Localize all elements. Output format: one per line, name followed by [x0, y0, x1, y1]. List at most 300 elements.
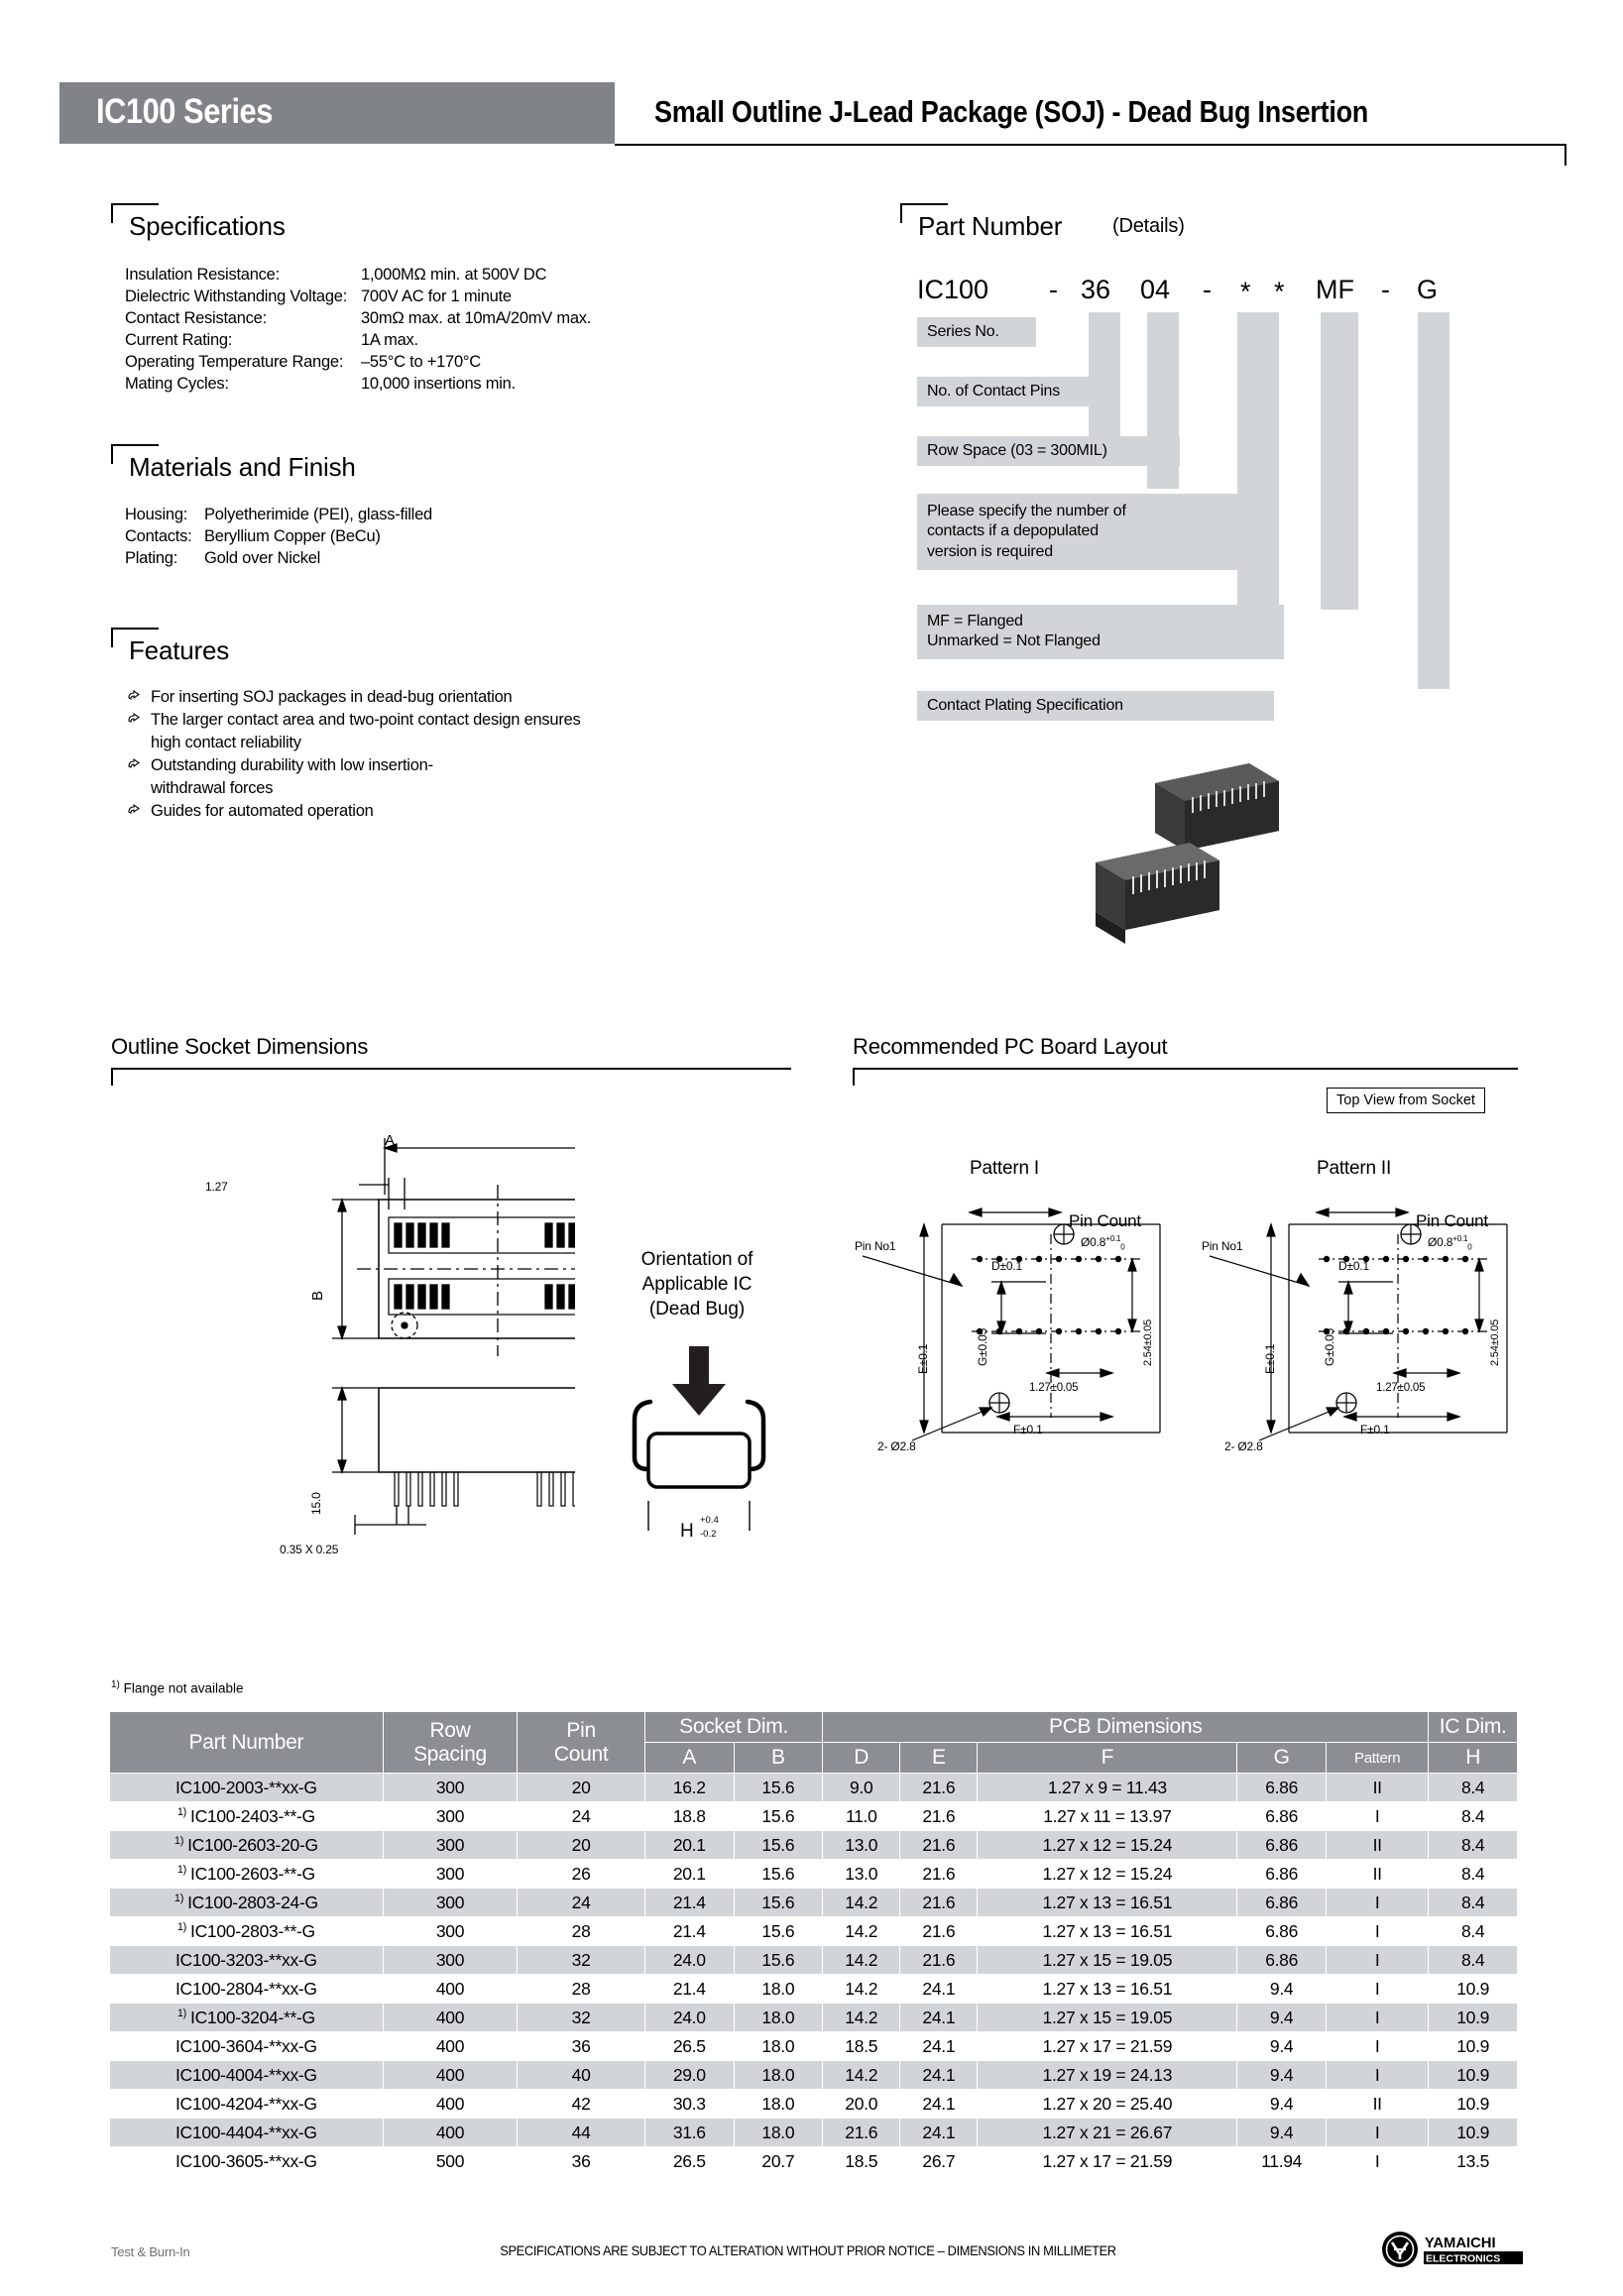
feature-text: withdrawal forces: [151, 779, 274, 797]
dim-label-h: H: [680, 1521, 694, 1542]
feature-text: high contact reliability: [151, 734, 301, 751]
cell-pattern: I: [1326, 2004, 1428, 2032]
feature-text: Guides for automated operation: [151, 802, 374, 820]
pattern-1-label: Pattern I: [970, 1158, 1040, 1179]
spec-value: 1,000MΩ min. at 500V DC: [361, 266, 547, 284]
cell-part-number: $^{1)}$ IC100-2603-**-G: [110, 1860, 384, 1889]
cell-h: 10.9: [1429, 2119, 1518, 2147]
cell-b: 18.0: [734, 2090, 823, 2119]
hole-tol-plus: +0.1: [1452, 1234, 1468, 1243]
spec-label: Contact Resistance:: [125, 309, 267, 327]
table-row: [110, 1917, 1518, 1946]
table-row: [110, 1860, 1518, 1889]
th-pcb-dim: PCB Dimensions: [823, 1712, 1429, 1743]
spec-value: 30mΩ max. at 10mA/20mV max.: [361, 309, 592, 327]
th-f: F: [978, 1743, 1237, 1774]
table-body: [110, 1774, 1518, 2176]
cell-d: 13.0: [823, 1860, 900, 1889]
outline-title: Outline Socket Dimensions: [111, 1034, 369, 1059]
orientation-label: [603, 1247, 791, 1321]
pattern-1-dim-holes: 2- Ø2.8: [877, 1439, 916, 1453]
th-g: G: [1237, 1743, 1327, 1774]
pn-dash-2: -: [1203, 275, 1212, 304]
hole-tol-minus: 0: [1467, 1242, 1472, 1252]
cell-footnote-marker: 1): [176, 2007, 187, 2019]
pn-stem-stars: [1237, 312, 1279, 630]
footnote-marker: 1): [111, 1679, 120, 1690]
cell-a: 26.5: [644, 2032, 734, 2061]
table-row: [110, 1975, 1518, 2004]
pn-dash-1: -: [1049, 275, 1058, 304]
cell-row-spacing: 300: [383, 1774, 518, 1802]
cell-pattern: I: [1326, 1946, 1428, 1975]
orientation-line3: (Dead Bug): [648, 1299, 746, 1320]
cell-b: 18.0: [734, 2119, 823, 2147]
cell-f: 1.27 x 21 = 26.67: [978, 2119, 1237, 2147]
table-row: [110, 2061, 1518, 2090]
material-label: Plating:: [125, 549, 178, 567]
cell-part-number: IC100-3605-**xx-G: [110, 2147, 384, 2176]
cell-row-spacing: 400: [383, 1975, 518, 2004]
material-value: Beryllium Copper (BeCu): [204, 527, 381, 545]
cell-part-number: IC100-2804-**xx-G: [110, 1975, 384, 2004]
orientation-line1: Orientation of: [640, 1249, 754, 1270]
cell-h: 8.4: [1429, 1774, 1518, 1802]
feature-text: For inserting SOJ packages in dead-bug orientation: [151, 688, 513, 706]
cell-a: 20.1: [644, 1831, 734, 1860]
feature-text: The larger contact area and two-point contact design ensures: [151, 711, 581, 729]
cell-pin-count: 20: [518, 1774, 645, 1802]
pattern-2-dim-e: E±0.1: [1263, 1343, 1277, 1374]
cell-g: 9.4: [1237, 2090, 1327, 2119]
cell-part-number: IC100-4204-**xx-G: [110, 2090, 384, 2119]
header-rule: [615, 144, 1566, 146]
th-h: H: [1429, 1743, 1518, 1774]
cell-e: 24.1: [900, 2032, 978, 2061]
dim-label-h-tol-minus: -0.2: [700, 1529, 717, 1540]
arrow-bullet-icon: [127, 689, 143, 705]
pattern-2-dim-127: 1.27±0.05: [1376, 1382, 1426, 1394]
pn-callout-depopulated-line2: contacts if a depopulated: [927, 522, 1099, 540]
pattern-1-dim-d: D±0.1: [991, 1259, 1022, 1273]
spec-value: 700V AC for 1 minute: [361, 287, 512, 305]
cell-f: 1.27 x 13 = 16.51: [978, 1975, 1237, 2004]
th-pattern: Pattern: [1326, 1743, 1428, 1774]
cell-d: 21.6: [823, 2119, 900, 2147]
cell-g: 9.4: [1237, 1975, 1327, 2004]
pattern-2-dim-d: D±0.1: [1338, 1259, 1369, 1273]
spec-label: Dielectric Withstanding Voltage:: [125, 287, 348, 305]
cell-footnote-marker: 1): [174, 1834, 184, 1847]
pn-row-space: 04: [1140, 275, 1171, 304]
pn-star-1: *: [1240, 277, 1251, 306]
cell-a: 24.0: [644, 1946, 734, 1975]
pn-callout-flange: [917, 605, 1284, 659]
cell-e: 21.6: [900, 1946, 978, 1975]
outline-underline: [111, 1068, 791, 1070]
cell-g: 9.4: [1237, 2061, 1327, 2090]
spec-label: Current Rating:: [125, 331, 233, 349]
bracket-vertical: [111, 628, 113, 647]
cell-g: 9.4: [1237, 2119, 1327, 2147]
cell-row-spacing: 500: [383, 2147, 518, 2176]
cell-a: 29.0: [644, 2061, 734, 2090]
bracket-horizontal: [900, 203, 948, 205]
pn-callout-plating: Contact Plating Specification: [917, 691, 1274, 721]
pcb-section-title: [853, 1034, 1167, 1060]
cell-a: 31.6: [644, 2119, 734, 2147]
footer-left-text: Test & Burn-In: [111, 2244, 190, 2259]
cell-part-number: IC100-4404-**xx-G: [110, 2119, 384, 2147]
table-row: [110, 1831, 1518, 1860]
th-part-number: Part Number: [110, 1712, 384, 1774]
pn-callout-series: Series No.: [917, 317, 1036, 347]
th-row-spacing-line2: Spacing: [413, 1742, 487, 1766]
page-header: [0, 82, 1623, 144]
spec-label: Operating Temperature Range:: [125, 353, 344, 371]
yamaichi-logo: [1380, 2231, 1525, 2268]
cell-h: 10.9: [1429, 2061, 1518, 2090]
pattern-1-dim-g: G±0.05: [976, 1327, 989, 1366]
cell-g: 6.86: [1237, 1889, 1327, 1917]
bracket-vertical: [900, 203, 902, 223]
cell-part-number: $^{1)}$ IC100-2803-**-G: [110, 1917, 384, 1946]
dim-label-15-0: 15.0: [309, 1492, 323, 1515]
cell-g: 6.86: [1237, 1831, 1327, 1860]
cell-e: 26.7: [900, 2147, 978, 2176]
cell-pin-count: 28: [518, 1975, 645, 2004]
pn-stem-plating: [1418, 312, 1449, 689]
pattern-2-label: Pattern II: [1317, 1158, 1392, 1179]
cell-footnote-marker: 1): [176, 1805, 187, 1818]
cell-h: 8.4: [1429, 1946, 1518, 1975]
cell-d: 13.0: [823, 1831, 900, 1860]
arrow-bullet-icon: [127, 712, 143, 728]
cell-part-number: $^{1)}$ IC100-2603-20-G: [110, 1831, 384, 1860]
bracket-horizontal: [111, 444, 159, 446]
cell-row-spacing: 300: [383, 1860, 518, 1889]
cell-d: 18.5: [823, 2147, 900, 2176]
cell-a: 21.4: [644, 1975, 734, 2004]
pattern-2-drawing: [1200, 1205, 1557, 1502]
cell-e: 24.1: [900, 2061, 978, 2090]
cell-footnote-marker: 1): [176, 1863, 187, 1876]
th-d: D: [823, 1743, 900, 1774]
pattern-1-dim-f: F±0.1: [1013, 1423, 1043, 1436]
pn-callout-depopulated-line1: Please specify the number of: [927, 503, 1126, 519]
cell-e: 21.6: [900, 1831, 978, 1860]
cell-pattern: I: [1326, 1889, 1428, 1917]
th-row-spacing: [383, 1712, 518, 1774]
cell-row-spacing: 400: [383, 2061, 518, 2090]
footnote-text: Flange not available: [123, 1680, 244, 1696]
cell-d: 14.2: [823, 1975, 900, 2004]
cell-part-number: IC100-3604-**xx-G: [110, 2032, 384, 2061]
cell-row-spacing: 400: [383, 2004, 518, 2032]
cell-d: 14.2: [823, 1946, 900, 1975]
part-number-title: Part Number: [918, 211, 1063, 241]
cell-part-number: IC100-2003-**xx-G: [110, 1774, 384, 1802]
spec-value: 10,000 insertions min.: [361, 375, 516, 393]
hole-tol-minus: 0: [1120, 1242, 1125, 1252]
cell-pattern: II: [1326, 1860, 1428, 1889]
cell-f: 1.27 x 17 = 21.59: [978, 2147, 1237, 2176]
pn-series: IC100: [917, 275, 989, 304]
cell-d: 18.5: [823, 2032, 900, 2061]
cell-row-spacing: 300: [383, 1917, 518, 1946]
cell-pin-count: 40: [518, 2061, 645, 2090]
cell-b: 15.6: [734, 1889, 823, 1917]
cell-d: 14.2: [823, 2061, 900, 2090]
cell-pattern: I: [1326, 1802, 1428, 1831]
pn-plating: G: [1417, 275, 1439, 304]
material-value: Polyetherimide (PEI), glass-filled: [204, 506, 432, 523]
cell-h: 13.5: [1429, 2147, 1518, 2176]
cell-pin-count: 24: [518, 1802, 645, 1831]
pattern-2-dim-254: 2.54±0.05: [1489, 1319, 1501, 1366]
pattern-2-pin-count: Pin Count: [1416, 1211, 1488, 1230]
th-socket-dim: Socket Dim.: [644, 1712, 822, 1743]
dimension-table: [109, 1711, 1518, 2176]
material-label: Contacts:: [125, 527, 192, 545]
cell-pattern: II: [1326, 1831, 1428, 1860]
cell-f: 1.27 x 13 = 16.51: [978, 1917, 1237, 1946]
cell-e: 24.1: [900, 1975, 978, 2004]
pattern-1-dim-254: 2.54±0.05: [1142, 1319, 1154, 1366]
cell-part-number: IC100-4004-**xx-G: [110, 2061, 384, 2090]
cell-b: 18.0: [734, 2004, 823, 2032]
th-a: A: [644, 1743, 734, 1774]
cell-f: 1.27 x 15 = 19.05: [978, 2004, 1237, 2032]
cell-g: 11.94: [1237, 2147, 1327, 2176]
cell-e: 21.6: [900, 1889, 978, 1917]
cell-pin-count: 26: [518, 1860, 645, 1889]
cell-a: 21.4: [644, 1917, 734, 1946]
pn-callout-pins: No. of Contact Pins: [917, 377, 1120, 406]
cell-h: 8.4: [1429, 1802, 1518, 1831]
cell-b: 20.7: [734, 2147, 823, 2176]
cell-b: 15.6: [734, 1831, 823, 1860]
cell-b: 18.0: [734, 1975, 823, 2004]
cell-d: 9.0: [823, 1774, 900, 1802]
cell-a: 24.0: [644, 2004, 734, 2032]
bracket-horizontal: [111, 628, 159, 630]
th-b: B: [734, 1743, 823, 1774]
cell-b: 18.0: [734, 2032, 823, 2061]
cell-pattern: I: [1326, 2032, 1428, 2061]
bracket-vertical: [111, 444, 113, 464]
cell-h: 10.9: [1429, 2004, 1518, 2032]
materials-title: Materials and Finish: [129, 452, 356, 482]
cell-part-number: $^{1)}$ IC100-3204-**-G: [110, 2004, 384, 2032]
cell-a: 21.4: [644, 1889, 734, 1917]
pn-callout-flange-line1: MF = Flanged: [927, 613, 1023, 630]
cell-pattern: I: [1326, 1975, 1428, 2004]
cell-e: 24.1: [900, 2004, 978, 2032]
cell-h: 10.9: [1429, 2032, 1518, 2061]
cell-pin-count: 36: [518, 2032, 645, 2061]
cell-b: 15.6: [734, 1946, 823, 1975]
cell-a: 30.3: [644, 2090, 734, 2119]
outline-underline-tick: [111, 1068, 113, 1086]
cell-a: 26.5: [644, 2147, 734, 2176]
cell-part-number: $^{1)}$ IC100-2403-**-G: [110, 1802, 384, 1831]
table-row: [110, 1774, 1518, 1802]
hole-dia-value: Ø0.8: [1428, 1235, 1453, 1249]
cell-f: 1.27 x 15 = 19.05: [978, 1946, 1237, 1975]
cell-f: 1.27 x 13 = 16.51: [978, 1889, 1237, 1917]
spec-value: –55°C to +170°C: [361, 353, 481, 371]
table-row: [110, 2147, 1518, 2176]
bracket-horizontal: [111, 203, 159, 205]
specifications-title: Specifications: [129, 211, 286, 241]
cell-pin-count: 36: [518, 2147, 645, 2176]
outline-section-title: [111, 1034, 368, 1060]
cell-f: 1.27 x 11 = 13.97: [978, 1802, 1237, 1831]
table-row: [110, 1802, 1518, 1831]
table-header-row-1: [110, 1712, 1518, 1743]
cell-b: 15.6: [734, 1802, 823, 1831]
dim-label-a: A: [385, 1132, 395, 1149]
cell-h: 10.9: [1429, 1975, 1518, 2004]
pattern-1-drawing: [853, 1205, 1210, 1502]
cell-f: 1.27 x 19 = 24.13: [978, 2061, 1237, 2090]
cell-row-spacing: 400: [383, 2032, 518, 2061]
table-row: [110, 2090, 1518, 2119]
cell-a: 16.2: [644, 1774, 734, 1802]
cell-f: 1.27 x 20 = 25.40: [978, 2090, 1237, 2119]
pcb-underline: [853, 1068, 1518, 1070]
cell-h: 10.9: [1429, 2090, 1518, 2119]
cell-part-number: IC100-3203-**xx-G: [110, 1946, 384, 1975]
cell-b: 15.6: [734, 1774, 823, 1802]
th-row-spacing-line1: Row: [429, 1718, 471, 1742]
dim-label-1-27: 1.27: [205, 1180, 228, 1194]
dim-label-h-tol-plus: +0.4: [700, 1515, 719, 1526]
table-row: [110, 1946, 1518, 1975]
cell-h: 8.4: [1429, 1917, 1518, 1946]
pcb-underline-tick: [853, 1068, 855, 1086]
cell-a: 20.1: [644, 1860, 734, 1889]
cell-footnote-marker: 1): [174, 1892, 184, 1904]
hole-tol-plus: +0.1: [1105, 1234, 1121, 1243]
cell-a: 18.8: [644, 1802, 734, 1831]
pattern-2-pin-no1: Pin No1: [1202, 1239, 1243, 1253]
cell-h: 8.4: [1429, 1889, 1518, 1917]
th-e: E: [900, 1743, 978, 1774]
feature-text: Outstanding durability with low insertion-: [151, 756, 433, 774]
cell-d: 14.2: [823, 2004, 900, 2032]
cell-g: 6.86: [1237, 1917, 1327, 1946]
th-pin-count: [518, 1712, 645, 1774]
cell-pin-count: 32: [518, 2004, 645, 2032]
cell-d: 20.0: [823, 2090, 900, 2119]
cell-row-spacing: 300: [383, 1946, 518, 1975]
table-row: [110, 2004, 1518, 2032]
table-row: [110, 2119, 1518, 2147]
cell-row-spacing: 300: [383, 1889, 518, 1917]
pn-callout-depopulated: [917, 494, 1279, 570]
cell-g: 6.86: [1237, 1802, 1327, 1831]
table-row: [110, 1889, 1518, 1917]
cell-e: 21.6: [900, 1802, 978, 1831]
pattern-2-dim-g: G±0.05: [1323, 1327, 1336, 1366]
cell-part-number: $^{1)}$ IC100-2803-24-G: [110, 1889, 384, 1917]
cell-f: 1.27 x 12 = 15.24: [978, 1831, 1237, 1860]
cell-pattern: I: [1326, 2061, 1428, 2090]
cell-pin-count: 20: [518, 1831, 645, 1860]
pattern-1-pin-no1: Pin No1: [855, 1239, 896, 1253]
pn-flange: MF: [1316, 275, 1354, 304]
cell-pin-count: 32: [518, 1946, 645, 1975]
th-pin-count-line1: Pin: [566, 1718, 596, 1742]
pn-dash-3: -: [1381, 275, 1390, 304]
pattern-1-dim-127: 1.27±0.05: [1029, 1382, 1079, 1394]
pn-pin-count: 36: [1081, 275, 1111, 304]
spec-label: Insulation Resistance:: [125, 266, 280, 284]
product-photo: [1066, 753, 1363, 972]
cell-g: 6.86: [1237, 1774, 1327, 1802]
cell-pattern: I: [1326, 2119, 1428, 2147]
cell-pattern: II: [1326, 2090, 1428, 2119]
cell-b: 15.6: [734, 1860, 823, 1889]
dim-label-b: B: [309, 1291, 326, 1301]
dim-label-pin-size: 0.35 X 0.25: [280, 1543, 339, 1556]
cell-g: 9.4: [1237, 2032, 1327, 2061]
cell-d: 14.2: [823, 1917, 900, 1946]
features-title: Features: [129, 635, 230, 665]
arrow-bullet-icon: [127, 757, 143, 773]
footer-disclaimer: SPECIFICATIONS ARE SUBJECT TO ALTERATION WITHOUT PRIOR NOTICE – DIMENSIONS IN MILLIMETER: [500, 2242, 1116, 2258]
table-row: [110, 2032, 1518, 2061]
cell-b: 15.6: [734, 1917, 823, 1946]
pcb-title: Recommended PC Board Layout: [853, 1034, 1168, 1059]
cell-pin-count: 24: [518, 1889, 645, 1917]
cell-e: 24.1: [900, 2119, 978, 2147]
pattern-2-dim-f: F±0.1: [1360, 1423, 1390, 1436]
cell-f: 1.27 x 17 = 21.59: [978, 2032, 1237, 2061]
cell-footnote-marker: 1): [176, 1920, 187, 1933]
logo-text-yamaichi: YAMAICHI: [1424, 2236, 1496, 2251]
orientation-line2: Applicable IC: [641, 1274, 753, 1296]
pattern-2-dim-holes: 2- Ø2.8: [1224, 1439, 1263, 1453]
cell-h: 8.4: [1429, 1860, 1518, 1889]
pn-stem-flange: [1321, 312, 1358, 610]
cell-g: 6.86: [1237, 1946, 1327, 1975]
top-view-badge: Top View from Socket: [1327, 1088, 1485, 1113]
header-rule-tick: [1565, 144, 1566, 166]
pattern-1-hole-dia: [1081, 1234, 1124, 1251]
page-subtitle: Small Outline J-Lead Package (SOJ) - Dead Bug Insertion: [654, 94, 1369, 129]
material-label: Housing:: [125, 506, 188, 523]
cell-f: 1.27 x 12 = 15.24: [978, 1860, 1237, 1889]
cell-b: 18.0: [734, 2061, 823, 2090]
pattern-1-pin-count: Pin Count: [1069, 1211, 1141, 1230]
cell-e: 21.6: [900, 1917, 978, 1946]
spec-label: Mating Cycles:: [125, 375, 229, 393]
cell-row-spacing: 300: [383, 1802, 518, 1831]
spec-value: 1A max.: [361, 331, 418, 349]
cell-e: 21.6: [900, 1860, 978, 1889]
outline-socket-drawing: [129, 1100, 575, 1596]
cell-e: 24.1: [900, 2090, 978, 2119]
cell-pin-count: 44: [518, 2119, 645, 2147]
cell-e: 21.6: [900, 1774, 978, 1802]
hole-dia-value: Ø0.8: [1081, 1235, 1106, 1249]
cell-h: 8.4: [1429, 1831, 1518, 1860]
cell-pin-count: 42: [518, 2090, 645, 2119]
logo-text-electronics: ELECTRONICS: [1426, 2252, 1501, 2265]
